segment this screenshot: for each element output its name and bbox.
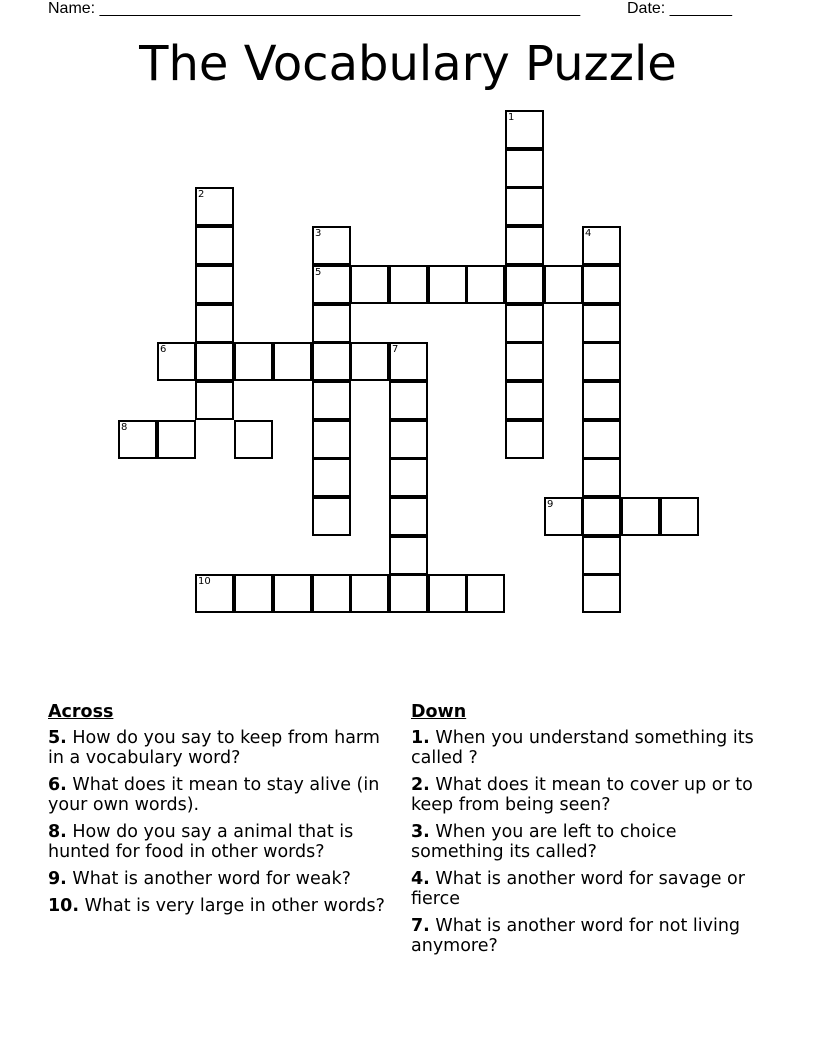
grid-cell[interactable] [389,342,428,381]
clue-number: 10 [198,576,211,587]
grid-cell[interactable] [195,187,234,226]
clue-number: 3. [411,822,430,842]
across-clue [48,869,388,889]
grid-cell[interactable] [273,574,312,613]
clue-number: 2. [411,775,430,795]
grid-cell[interactable] [312,265,351,304]
grid-cell[interactable] [389,381,428,420]
clue-number: 1 [508,112,515,123]
grid-cell[interactable] [582,497,621,536]
grid-cell[interactable] [312,226,351,265]
clue-text: When you understand something its called ? [411,728,754,768]
clue-text: How do you say a animal that is hunted for food in other words? [48,822,354,862]
grid-cell[interactable] [350,342,389,381]
date-field-label: Date: _______ [627,0,732,17]
grid-cell[interactable] [505,342,544,381]
across-clue [48,896,388,916]
clue-text: What is another word for savage or fierce [411,869,745,909]
across-clue [48,775,388,815]
grid-cell[interactable] [350,574,389,613]
clue-text: How do you say to keep from harm in a vocabulary word? [48,728,380,768]
clue-number: 7 [392,344,399,355]
clue-number: 8 [121,422,128,433]
grid-cell[interactable] [389,536,428,575]
grid-cell[interactable] [312,420,351,459]
page-title: The Vocabulary Puzzle [139,36,677,92]
grid-cell[interactable] [505,304,544,343]
across-clue [48,822,388,862]
clue-number: 8. [48,822,67,842]
grid-cell[interactable] [312,458,351,497]
grid-cell[interactable] [234,420,273,459]
across-clue [48,728,388,768]
grid-cell[interactable] [544,265,583,304]
down-clue [411,869,756,909]
grid-cell[interactable] [582,536,621,575]
grid-cell[interactable] [157,342,196,381]
grid-cell[interactable] [505,265,544,304]
grid-cell[interactable] [582,304,621,343]
grid-cell[interactable] [428,574,467,613]
grid-cell[interactable] [582,226,621,265]
clue-text: When you are left to choice something its called? [411,822,677,862]
clue-number: 3 [315,228,322,239]
grid-cell[interactable] [195,226,234,265]
grid-cell[interactable] [505,420,544,459]
grid-cell[interactable] [157,420,196,459]
grid-cell[interactable] [389,420,428,459]
grid-cell[interactable] [389,497,428,536]
clue-text: What does it mean to stay alive (in your own words). [48,775,380,815]
clue-text: What does it mean to cover up or to keep from being seen? [411,775,753,815]
grid-cell[interactable] [312,381,351,420]
grid-cell[interactable] [505,381,544,420]
clue-number: 9. [48,869,67,889]
grid-cell[interactable] [195,342,234,381]
clue-number: 6 [160,344,167,355]
grid-cell[interactable] [312,304,351,343]
down-clue [411,728,756,768]
grid-cell[interactable] [428,265,467,304]
grid-cell[interactable] [466,265,505,304]
grid-cell[interactable] [466,574,505,613]
grid-cell[interactable] [505,187,544,226]
clue-text: What is another word for weak? [66,869,351,889]
clue-number: 5. [48,728,67,748]
grid-cell[interactable] [582,420,621,459]
grid-cell[interactable] [544,497,583,536]
down-clue-list [411,728,756,956]
grid-cell[interactable] [582,342,621,381]
grid-cell[interactable] [312,342,351,381]
clue-number: 1. [411,728,430,748]
grid-cell[interactable] [234,574,273,613]
clue-number: 9 [547,499,554,510]
across-clue-list [48,728,388,916]
grid-cell[interactable] [389,265,428,304]
clue-text: What is very large in other words? [79,896,385,916]
across-heading: Across [48,702,114,722]
grid-cell[interactable] [273,342,312,381]
down-heading: Down [411,702,467,722]
grid-cell[interactable] [195,265,234,304]
down-clue [411,775,756,815]
down-clue [411,916,756,956]
clue-text: What is another word for not living anymore? [411,916,741,956]
grid-cell[interactable] [582,265,621,304]
grid-cell[interactable] [234,342,273,381]
grid-cell[interactable] [350,265,389,304]
down-clue [411,822,756,862]
grid-cell[interactable] [582,381,621,420]
grid-cell[interactable] [621,497,660,536]
grid-cell[interactable] [660,497,699,536]
grid-cell[interactable] [389,574,428,613]
clue-number: 4. [411,869,430,889]
grid-cell[interactable] [389,458,428,497]
clue-number: 4 [585,228,592,239]
clue-number: 5 [315,267,322,278]
clue-number: 6. [48,775,67,795]
grid-cell[interactable] [505,110,544,149]
grid-cell[interactable] [312,574,351,613]
grid-cell[interactable] [195,574,234,613]
clue-number: 2 [198,189,205,200]
clue-number: 7. [411,916,430,936]
clue-number: 10. [48,896,80,916]
grid-cell[interactable] [195,304,234,343]
grid-cell[interactable] [582,574,621,613]
across-clues [48,702,388,923]
name-field-label: Name: ______________________________________________________ [48,0,581,17]
grid-cell[interactable] [582,458,621,497]
grid-cell[interactable] [505,226,544,265]
grid-cell[interactable] [312,497,351,536]
down-clues [411,702,756,963]
grid-cell[interactable] [505,149,544,188]
grid-cell[interactable] [195,381,234,420]
grid-cell[interactable] [118,420,157,459]
